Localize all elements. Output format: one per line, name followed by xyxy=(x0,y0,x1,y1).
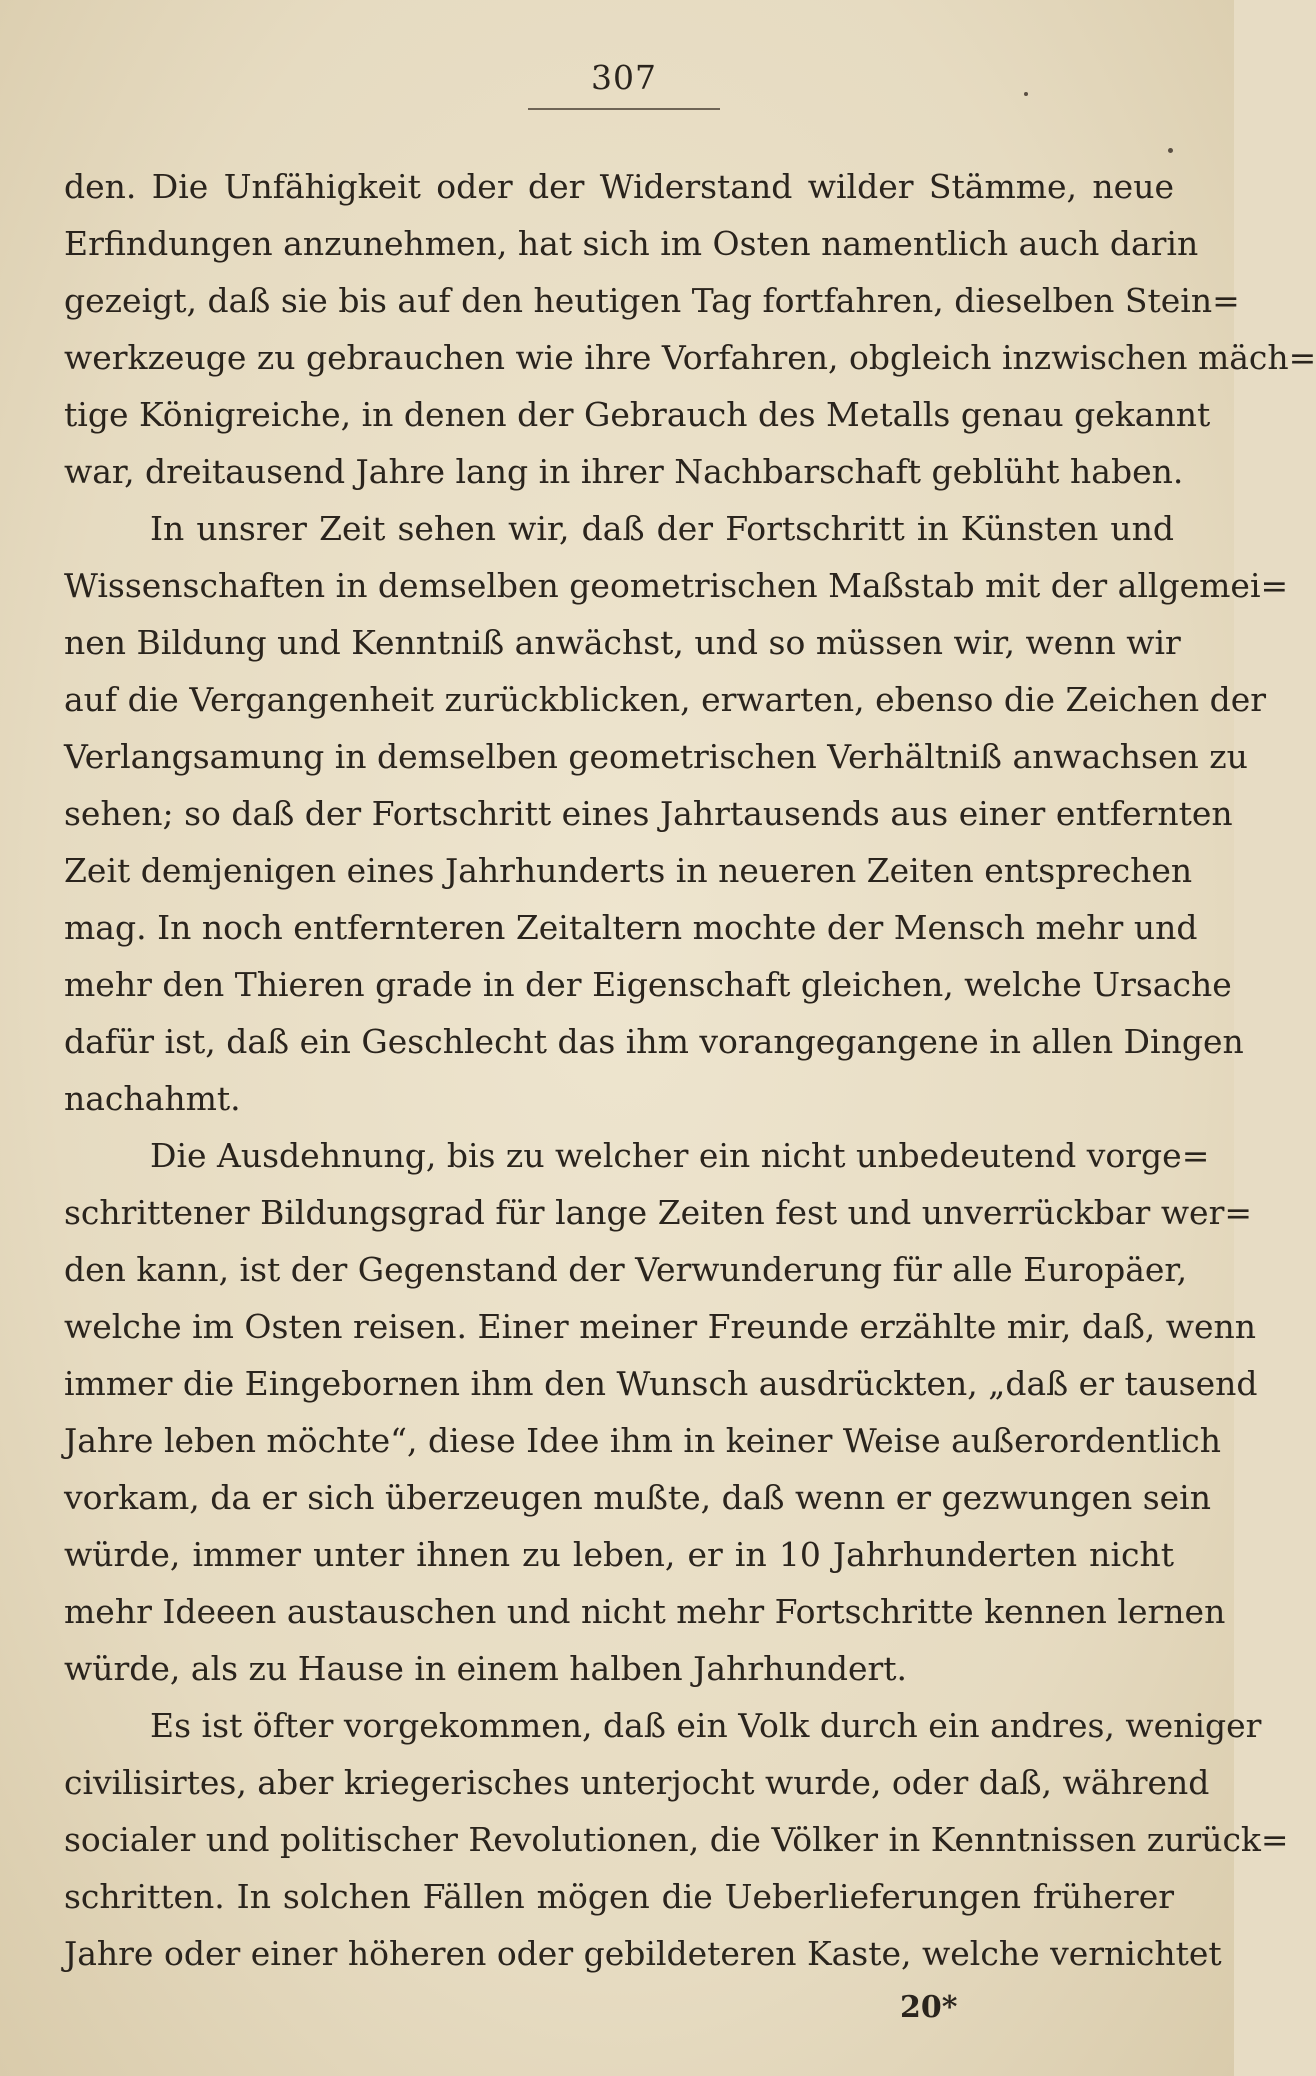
paragraph-start-line: In unsrer Zeit sehen wir, daß der Fortschritt in Künsten und xyxy=(150,509,1174,548)
body-text xyxy=(64,158,1316,1982)
paragraph-start-line: Es ist öfter vorgekommen, daß ein Volk durch ein andres, weniger xyxy=(150,1706,1262,1745)
text-line: Jahre leben möchte“, diese Idee ihm in keiner Weise außerordentlich xyxy=(64,1421,1222,1460)
text-line: immer die Eingebornen ihm den Wunsch ausdrückten, „daß er tausend xyxy=(64,1364,1258,1403)
text-line: Zeit demjenigen eines Jahrhunderts in neueren Zeiten entsprechen xyxy=(64,851,1193,890)
text-line: civilisirtes, aber kriegerisches unterjocht wurde, oder daß, während xyxy=(64,1763,1210,1802)
text-line: sehen; so daß der Fortschritt eines Jahrtausends aus einer entfernten xyxy=(64,794,1233,833)
text-line: Wissenschaften in demselben geometrischen Maßstab mit der allgemei= xyxy=(64,566,1289,605)
page-number: 307 xyxy=(591,58,657,97)
text-line: auf die Vergangenheit zurückblicken, erwarten, ebenso die Zeichen der xyxy=(64,680,1267,719)
text-line: werkzeuge zu gebrauchen wie ihre Vorfahren, obgleich inzwischen mäch= xyxy=(64,338,1316,377)
text-line: den kann, ist der Gegenstand der Verwunderung für alle Europäer, xyxy=(64,1250,1188,1289)
text-line: gezeigt, daß sie bis auf den heutigen Tag fortfahren, dieselben Stein= xyxy=(64,281,1240,320)
text-line: schrittener Bildungsgrad für lange Zeiten fest und unverrückbar wer= xyxy=(64,1193,1253,1232)
paper-speck xyxy=(1168,148,1173,153)
text-line: den. Die Unfähigkeit oder der Widerstand wilder Stämme, neue xyxy=(64,167,1174,206)
text-line: Jahre oder einer höheren oder gebildeteren Kaste, welche vernichtet xyxy=(64,1934,1222,1973)
text-line: mehr den Thieren grade in der Eigenschaft gleichen, welche Ursache xyxy=(64,965,1232,1004)
text-line: mehr Ideeen austauschen und nicht mehr Fortschritte kennen lernen xyxy=(64,1592,1226,1631)
text-line: würde, immer unter ihnen zu leben, er in 10 Jahrhunderten nicht xyxy=(64,1535,1174,1574)
text-line: nachahmt. xyxy=(64,1079,241,1118)
paragraph-start-line: Die Ausdehnung, bis zu welcher ein nicht unbedeutend vorge= xyxy=(150,1136,1210,1175)
text-line: mag. In noch entfernteren Zeitaltern mochte der Mensch mehr und xyxy=(64,908,1198,947)
text-line: Verlangsamung in demselben geometrischen Verhältniß anwachsen zu xyxy=(64,737,1248,776)
text-line: Erfindungen anzunehmen, hat sich im Osten namentlich auch darin xyxy=(64,224,1199,263)
text-line: welche im Osten reisen. Einer meiner Freunde erzählte mir, daß, wenn xyxy=(64,1307,1256,1346)
signature-mark: 20* xyxy=(900,1990,958,2025)
text-line: nen Bildung und Kenntniß anwächst, und so müssen wir, wenn wir xyxy=(64,623,1181,662)
text-line: tige Königreiche, in denen der Gebrauch des Metalls genau gekannt xyxy=(64,395,1211,434)
text-line: vorkam, da er sich überzeugen mußte, daß wenn er gezwungen sein xyxy=(64,1478,1211,1517)
text-line: würde, als zu Hause in einem halben Jahrhundert. xyxy=(64,1649,908,1688)
paper-speck xyxy=(1024,92,1028,96)
text-line: dafür ist, daß ein Geschlecht das ihm vorangegangene in allen Dingen xyxy=(64,1022,1244,1061)
text-line: socialer und politischer Revolutionen, die Völker in Kenntnissen zurück= xyxy=(64,1820,1289,1859)
header-rule xyxy=(528,108,720,110)
text-line: schritten. In solchen Fällen mögen die Ueberlieferungen früherer xyxy=(64,1877,1174,1916)
text-line: war, dreitausend Jahre lang in ihrer Nachbarschaft geblüht haben. xyxy=(64,452,1184,491)
